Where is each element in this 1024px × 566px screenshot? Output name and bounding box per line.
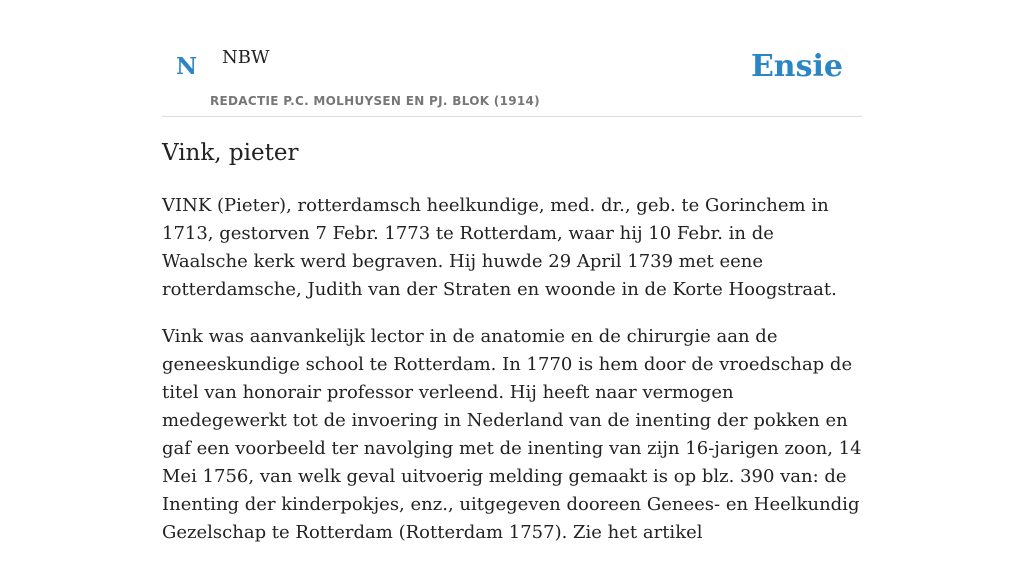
article-title: Vink, pieter xyxy=(162,140,299,166)
ensie-logo[interactable]: Ensie xyxy=(750,49,843,84)
source-header xyxy=(162,0,862,117)
article-paragraph: Vink was aanvankelijk lector in de anatomie en de chirurgie aan de geneeskundige school te Rotterdam. In 1770 is hem door de vroedschap de titel van honorair professor verleend. Hij heeft naar vermogen medegewerkt tot de invoering in Nederland van de inenting der pokken en gaf een voorbeeld ter navolging met de inenting van zijn 16-jarigen zoon, 14 Mei 1756, van welk geval uitvoerig melding gemaakt is op blz. 390 van: de Inenting der kinderpokjes, enz., uitgegeven dooreen Genees- en Heelkundig Gezelschap te Rotterdam (Rotterdam 1757). Zie het artikel xyxy=(162,326,862,543)
source-subtitle: REDACTIE P.C. MOLHUYSEN EN PJ. BLOK (1914) xyxy=(210,94,540,108)
article-body xyxy=(162,192,862,566)
source-logo-letter[interactable]: N xyxy=(176,53,198,80)
article-paragraph: VINK (Pieter), rotterdamsch heelkundige, med. dr., geb. te Gorinchem in 1713, gestorven 7 Febr. 1773 te Rotterdam, waar hij 10 Febr. in de Waalsche kerk werd begraven. Hij huwde 29 April 1739 met eene rotterdamsche, Judith van der Straten en woonde in de Korte Hoogstraat. xyxy=(162,195,837,300)
source-name[interactable]: NBW xyxy=(222,47,270,68)
